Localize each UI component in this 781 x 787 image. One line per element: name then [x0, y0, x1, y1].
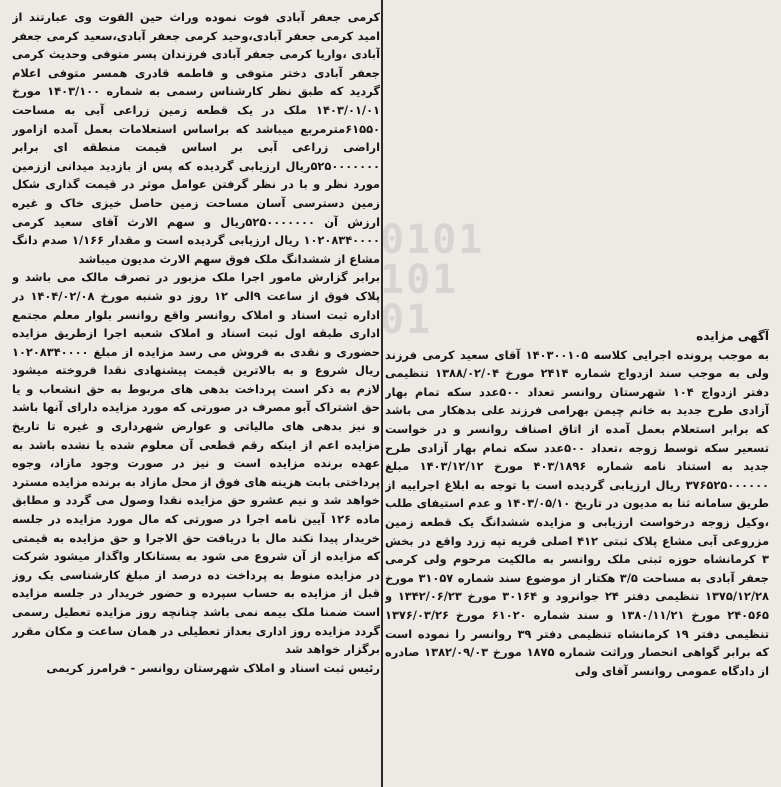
notice-title: آگهی مزایده — [696, 329, 769, 343]
notice-body: به موجب پرونده اجرایی کلاسه ۱۴۰۳۰۰۱۰۵ آقای سعید کرمی فرزند ولی به موجب سند ازدواج شماره ۲۴۱۴ مورخ ۱۳۸۸/۰۲/۰۴ تنظیمی دفتر ازدواج ۱۰۴ شهرستان روانسر تعداد ۵۰۰عدد سکه تمام بهار آزادی طرح جدید به خانم چیمن بهرامی فرزند علی بدهکار می باشد که برابر استعلام بعمل آمده از اتاق اصناف روانسر و در خواست تسعیر سکه توسط زوجه ،تعداد ۵۰۰عدد سکه تمام بهار آزادی طرح جدید به استناد نامه شماره ۴۰۳/۱۸۹۶ مورخ ۱۴۰۳/۱۲/۱۲ مبلغ ۳۷۶۵۲۵۰۰۰۰۰۰ ریال ارزیابی گردیده است با توجه به ابلاغ اجراییه از طریق سامانه ثنا به مدیون در تاریخ ۱۴۰۳/۰۵/۱۰ و عدم استیفای طلب ،وکیل زوجه درخواست ارزیابی و مزایده ششدانگ یک قطعه زمین مزروعی آبی مشاع پلاک ثبتی ۴۱۲ اصلی قریه تپه زرد واقع در بخش ۳ کرمانشاه حوزه ثبتی ملک روانسر به مالکیت مرحوم ولی کرمی جعفر آبادی به مساحت ۳/۵ هکتار از موضوع سند شماره ۳۱۰۵۷ مورخ ۱۳۷۵/۱۲/۲۸ تنظیمی دفتر ۲۴ جوانرود و ۳۰۱۶۴ مورخ ۱۳۴۲/۰۶/۲۳ و ۲۴۰۵۶۵ مورخ ۱۳۸۰/۱۱/۲۱ و سند شماره ۶۱۰۲۰ مورخ ۱۳۷۶/۰۳/۲۶ تنظیمی دفتر ۱۹ کرمانشاه تنظیمی دفتر ۳۹ روانسر را نموده است که برابر گواهی انحصار وراثت شماره ۱۸۷۵ مورخ ۱۳۸۲/۰۹/۰۳ صادره از دادگاه عمومی روانسر آقای ولی — [385, 347, 769, 678]
column-divider — [381, 0, 383, 787]
signature-line: رئیس ثبت اسناد و املاک شهرستان روانسر - فرامرز کریمی — [46, 660, 380, 675]
left-paragraph-1: کرمی جعفر آبادی فوت نموده وراث حین الفوت وی عبارتند از امید کرمی جعفر آبادی،وحید کرمی جعفر آبادی،سعید کرمی جعفر آبادی ،واریا کرمی جعفر آبادی فرزندان پسر متوفی وحدیث کرمی جعفر آبادی دختر متوفی و فاطمه قادری همسر متوفی اعلام گردید که طبق نظر کارشناس رسمی به شماره ۱۴۰۳/۱۰۰ مورخ ۱۴۰۳/۰۱/۰۱ ملک در یک قطعه زمین زراعی آبی به مساحت ۶۱۵۵۰مترمربع میباشد که براساس استعلامات بعمل آمده ازامور اراضی زراعی آبی بر اساس قیمت منطقه ای برابر ۵۲۵۰۰۰۰۰۰۰ریال ارزیابی گردیده که پس از بازدید میدانی اززمین مورد نظر و با در نظر گرفتن عوامل موثر در قیمت گذاری شکل زمین دسترسی آسان مساحت زمین حاصل خیزی خاک و غیره ارزش آن ۵۲۵۰۰۰۰۰۰۰ریال و سهم الارث آقای سعید کرمی ۱۰۲۰۸۳۴۰۰۰۰ ریال ارزیابی گردیده است و مقدار ۱/۱۶۶ صدم دانگ مشاع از ششدانگ ملک فوق سهم الارث مدیون میباشد — [12, 10, 380, 266]
left-paragraph-2: برابر گزارش مامور اجرا ملک مزبور در تصرف مالک می باشد و پلاک فوق از ساعت ۹الی ۱۲ روز دو شنبه مورخ ۱۴۰۴/۰۲/۰۸ در اداره ثبت اسناد و املاک روانسر واقع روانسر بلوار معلم مجتمع اداری طبقه اول ثبت اسناد و املاک شعبه اجرا ازطریق مزایده حضوری و نقدی به فروش می رسد مزایده از مبلغ ۱۰۲۰۸۳۴۰۰۰۰ ریال شروع و به بالاترین قیمت پیشنهادی نقدا فروخته میشود لازم به ذکر است پرداخت بدهی های مربوط به حق انشعاب و یا حق اشتراک آبو مصرف در صورتی که مورد مزایده دارای آنها باشد و نیز بدهی های مالیاتی و عوارض شهرداری و غیره تا تاریخ مزایده اعم از اینکه رقم قطعی آن معلوم شده یا نشده باشد به عهده برنده مزایده است و نیز در صورت وجود مازاد، وجوه پرداختی بابت هزینه های فوق از محل مازاد به برنده مزایده مسترد خواهد شد و نیم عشرو حق مزایده نقدا وصول می گردد و مطابق ماده ۱۲۶ آیین نامه اجرا در صورتی که مال مورد مزایده در جلسه خریدار پیدا نکند مال با دریافت حق الاجرا و حق مزایده به قیمتی که مزایده از آن شروع می شود به بستانکار واگذار میشود شرکت در مزایده منوط به پرداخت ده درصد از مبلغ کارشناسی یک روز قبل از مزایده به حساب سپرده و حضور خریدار در جلسه مزایده است ضمنا ملک بیمه نمی باشد چنانچه روز مزایده تعطیل رسمی گردد مزایده روز اداری بعداز تعطیلی در همان ساعت و مکان مقرر برگزار خواهد شد — [12, 270, 380, 657]
blank-area — [385, 0, 781, 322]
left-column — [12, 8, 380, 778]
right-column — [385, 327, 769, 782]
